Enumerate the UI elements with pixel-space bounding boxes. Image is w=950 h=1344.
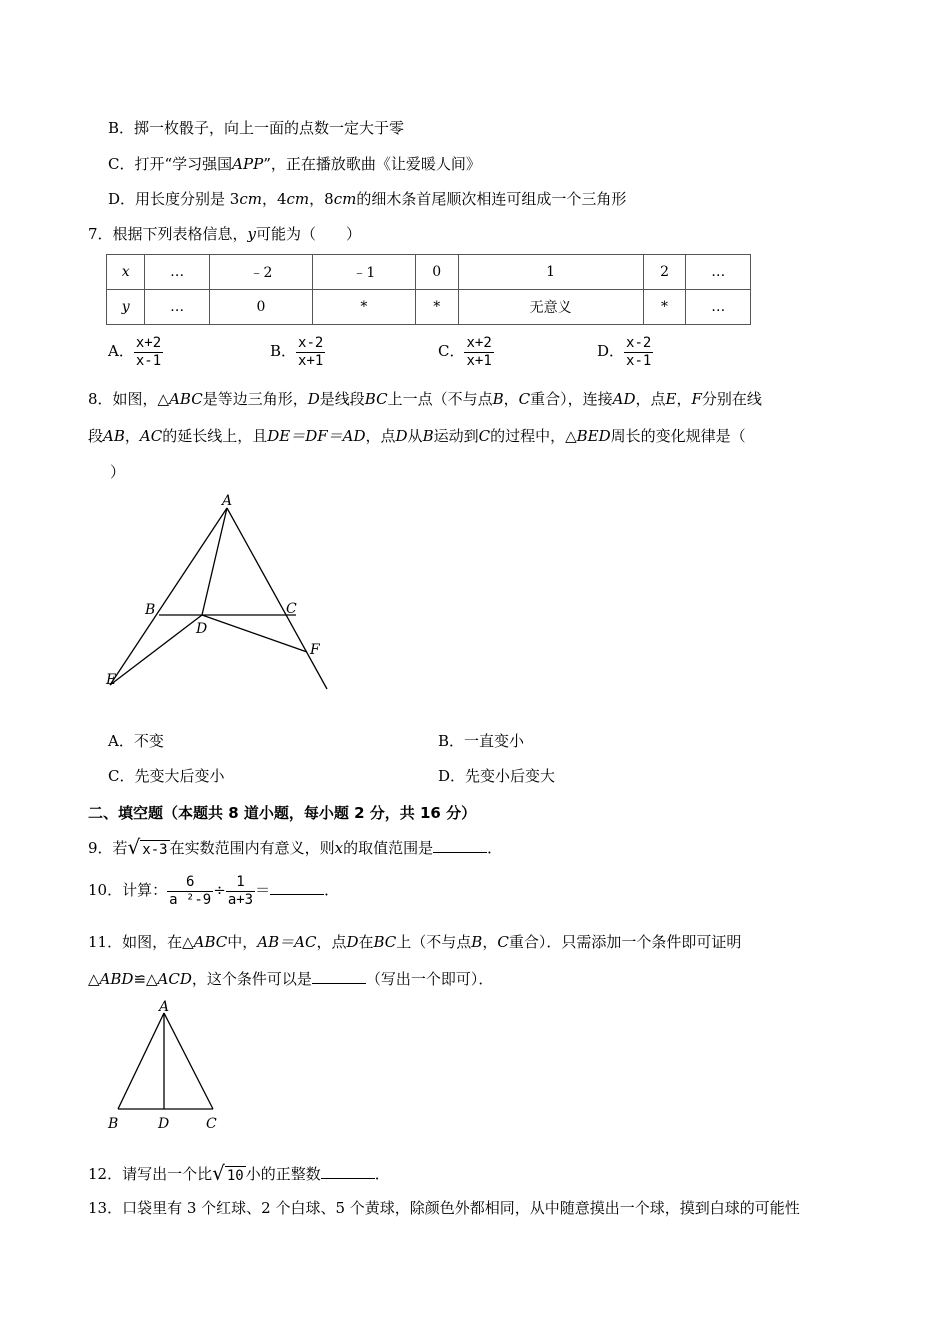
q8-option-c: C．先变大后变小 [108,767,225,785]
text: 的延长线上，且 [162,427,268,445]
var: D [395,427,408,445]
text: 小的正整数 [245,1165,321,1183]
var: AB [103,427,125,445]
table-cell: x [107,255,145,290]
q11-figure [100,997,230,1137]
line-af [227,508,327,689]
answer-blank [433,838,487,853]
line-ab [118,1013,164,1109]
table-cell: 2 [643,255,686,290]
radicand: x-3 [142,842,168,858]
label-d: D [158,1116,170,1132]
line-ad [202,508,227,615]
table-cell: y [107,290,145,325]
q6-option-b: B．掷一枚骰子，向上一面的点数一定大于零 [108,119,405,137]
q10 [88,868,339,912]
denominator: x+1 [298,352,324,369]
text: 12．请写出一个比 [88,1165,213,1183]
q6-c-post: ”，正在播放歌曲《让爱暖人间》 [263,155,481,173]
var: AC [139,427,163,445]
text: ． [374,1165,390,1183]
var: C [478,427,491,445]
q6-option-d [108,189,626,209]
q7-option-a [108,332,163,370]
var: D [346,933,359,951]
fraction [464,335,493,370]
line-ac [164,1013,213,1109]
q7-stem-y: y [247,225,257,243]
q6-d-mid1: ，4 [261,190,287,208]
text: 是线段 [319,390,365,408]
label-d: D [196,621,208,637]
radicand: 10 [226,1168,244,1184]
table-cell: 0 [209,290,312,325]
denominator: x+1 [466,352,492,369]
q8-option-a: A．不变 [108,732,164,750]
text: 9．若 [88,839,128,857]
fraction [134,335,163,370]
label-c: C [206,1116,217,1132]
label-f: F [310,642,320,658]
denominator: a ²-9 [169,891,212,908]
var: B [492,390,504,408]
q6-d-cm2: cm [286,190,310,208]
q11-line1 [88,932,741,952]
var: ACD [157,970,192,988]
q7-stem-post: 可能为（ ） [256,225,362,243]
table-cell: * [643,290,686,325]
table-cell: 无意义 [458,290,643,325]
label-a: A [222,493,233,509]
section-2-heading: 二、填空题（本题共 8 道小题，每小题 2 分，共 16 分） [88,804,477,822]
var: ABC [193,933,228,951]
var: E [665,390,677,408]
text: 11．如图，在△ [88,933,194,951]
option-label: B． [270,342,297,360]
text: ，点 [635,390,666,408]
q7-stem-pre: 7．根据下列表格信息， [88,225,248,243]
var: BC [373,933,397,951]
numerator: 1 [226,874,255,892]
q8-line3: ） [110,463,126,481]
q6-d-pre: D．用长度分别是 3 [108,190,240,208]
text: 在 [358,933,374,951]
q6-d-cm1: cm [239,190,262,208]
table-row [107,290,751,325]
option-label: A． [108,342,134,360]
text: 的取值范围是 [343,839,434,857]
text: ，点 [316,933,347,951]
var: x [334,839,344,857]
text: ，点 [365,427,396,445]
text: 周长的变化规律是（ [610,427,746,445]
sqrt [212,1163,246,1187]
var: BED [576,427,611,445]
numerator: x-2 [626,334,652,351]
text: ≌△ [133,970,158,988]
var: F [691,390,702,408]
q12 [88,1162,390,1187]
table-cell: … [145,290,210,325]
sqrt-icon: √ [127,835,141,859]
text: ， [503,390,519,408]
label-e: E [106,672,117,688]
var: ABC [169,390,203,408]
fraction [296,335,325,370]
var: B [471,933,483,951]
var: B [422,427,434,445]
fraction [624,335,653,370]
text: 分别在线 [701,390,762,408]
q6-option-c [108,154,481,174]
q11-line2 [88,969,493,989]
q7-stem [88,224,361,244]
text: 的过程中，△ [490,427,577,445]
answer-blank [270,880,324,895]
text: 10．计算： [88,881,168,899]
text: ， [676,390,692,408]
q6-d-cm3: cm [333,190,357,208]
text: （写出一个即可）． [365,970,494,988]
label-b: B [108,1116,119,1132]
denominator: x-1 [135,352,162,369]
numerator: x+2 [466,334,492,351]
q6-d-post: 的细木条首尾顺次相连可组成一个三角形 [356,190,627,208]
q8-line2 [88,426,746,446]
text: 在实数范围内有意义，则 [169,839,335,857]
q6-c-app: APP [232,155,264,173]
answer-blank [312,969,366,984]
label-a: A [159,999,170,1015]
q9 [88,836,502,861]
q7-option-c [438,332,494,370]
text: 运动到 [433,427,479,445]
text: 上一点（不与点 [387,390,493,408]
var: C [497,933,509,951]
q8-option-d: D．先变小后变大 [438,767,556,785]
fraction [226,874,255,909]
label-c: C [286,601,297,617]
q7-option-b [270,332,325,370]
sqrt [128,837,170,861]
var: AB＝AC [257,933,317,951]
text: ，这个条件可以是 [191,970,312,988]
var: D [307,390,320,408]
option-label: C． [438,342,465,360]
answer-blank [321,1164,375,1179]
text: 上（不与点 [396,933,472,951]
sqrt-icon: √ [212,1161,225,1185]
line-df [202,615,307,652]
table-cell: ﹣2 [209,255,312,290]
text: 重合）．只需添加一个条件即可证明 [508,933,742,951]
text: ， [482,933,498,951]
table-cell: ﹣1 [312,255,415,290]
text: 重合），连接 [530,390,613,408]
var: ABD [99,970,134,988]
table-cell: * [415,290,458,325]
option-label: D． [597,342,625,360]
text: 8．如图，△ [88,390,170,408]
q7-option-d [597,332,653,370]
table-cell: 1 [458,255,643,290]
q8-figure [100,488,340,698]
table-cell: * [312,290,415,325]
text: ． [487,839,503,857]
var: AD [612,390,636,408]
numerator: x+2 [135,334,162,351]
q6-d-mid2: ，8 [309,190,334,208]
table-cell: … [145,255,210,290]
q8-option-b: B．一直变小 [438,732,525,750]
numerator: x-2 [298,334,324,351]
denominator: x-1 [626,352,652,369]
label-b: B [145,602,156,618]
table-cell: 0 [415,255,458,290]
text: 中， [227,933,258,951]
q13: 13．口袋里有 3 个红球、2 个白球、5 个黄球，除颜色外都相同，从中随意摸出一个球，摸到白球的可能性 [88,1199,800,1217]
operator: ÷ [213,881,226,899]
numerator: 6 [167,874,213,892]
table-cell: … [686,255,751,290]
table-row [107,255,751,290]
text: ， [124,427,140,445]
text: ＝ [255,881,271,899]
var: BC [364,390,388,408]
text: ． [324,881,340,899]
text: △ [88,970,100,988]
var: DE＝DF＝AD [267,427,366,445]
q8-line1 [88,389,762,409]
q7-table [106,254,751,325]
text: 段 [88,427,104,445]
fraction [167,874,213,909]
q6-c-pre: C．打开“学习强国 [108,155,233,173]
line-ae [110,508,227,685]
text: 从 [407,427,423,445]
denominator: a+3 [227,891,254,908]
table-cell: … [686,290,751,325]
line-de [110,615,202,685]
var: C [518,390,531,408]
text: 是等边三角形， [202,390,308,408]
